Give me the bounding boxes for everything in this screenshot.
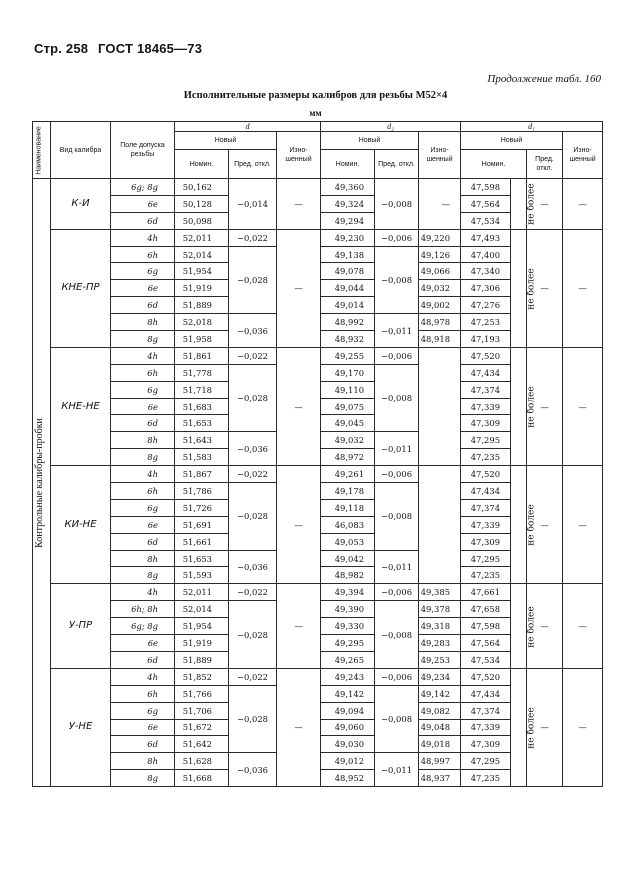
d1-nominal: 47,295 bbox=[461, 432, 511, 449]
d1-worn: — bbox=[563, 179, 603, 230]
d1-nominal: 47,306 bbox=[461, 280, 511, 297]
d2-worn: 48,978 bbox=[419, 314, 461, 331]
tolerance-field: 6g bbox=[111, 263, 175, 280]
d-nominal: 51,668 bbox=[175, 770, 229, 787]
d-nominal: 50,162 bbox=[175, 179, 229, 196]
d-nominal: 51,642 bbox=[175, 736, 229, 753]
standard-number: ГОСТ 18465—73 bbox=[98, 41, 203, 56]
d1-nominal: 47,564 bbox=[461, 195, 511, 212]
tolerance-field: 6g bbox=[111, 381, 175, 398]
d2-nominal: 49,265 bbox=[321, 651, 375, 668]
tolerance-field: 6d bbox=[111, 736, 175, 753]
header-name: Наименование bbox=[33, 122, 51, 179]
d1-deviation: — bbox=[527, 466, 563, 584]
d2-deviation: −0,008 bbox=[375, 179, 419, 230]
header-d2-nom: Номин. bbox=[321, 150, 375, 179]
header-d2-new: Новый bbox=[321, 132, 419, 150]
unit-label: мм bbox=[309, 108, 322, 118]
header-d1-new: Новый bbox=[461, 132, 563, 150]
d-deviation: −0,036 bbox=[229, 314, 277, 348]
d1-nominal: 47,235 bbox=[461, 449, 511, 466]
header-d1-worn: Изно- шенный bbox=[563, 132, 603, 179]
d-nominal: 51,889 bbox=[175, 297, 229, 314]
d1-nominal: 47,374 bbox=[461, 702, 511, 719]
d1-nominal: 47,400 bbox=[461, 246, 511, 263]
d-nominal: 51,683 bbox=[175, 398, 229, 415]
d-deviation: −0,022 bbox=[229, 466, 277, 483]
table-row bbox=[33, 466, 603, 483]
d-deviation: −0,014 bbox=[229, 179, 277, 230]
d2-worn: 49,018 bbox=[419, 736, 461, 753]
d-nominal: 51,593 bbox=[175, 567, 229, 584]
d-nominal: 51,954 bbox=[175, 618, 229, 635]
d2-nominal: 49,142 bbox=[321, 685, 375, 702]
d-nominal: 51,958 bbox=[175, 331, 229, 348]
d-nominal: 51,766 bbox=[175, 685, 229, 702]
group-name-cell bbox=[33, 179, 51, 787]
no-more-label: не более bbox=[526, 707, 537, 749]
d2-deviation: −0,006 bbox=[375, 229, 419, 246]
d2-worn: 49,234 bbox=[419, 668, 461, 685]
no-more-label: не более bbox=[526, 386, 537, 428]
tolerance-field: 6g; 8g bbox=[111, 179, 175, 196]
d2-worn: 49,066 bbox=[419, 263, 461, 280]
d2-nominal: 48,992 bbox=[321, 314, 375, 331]
d-deviation: −0,028 bbox=[229, 364, 277, 432]
tolerance-field: 6h bbox=[111, 364, 175, 381]
tolerance-field: 4h bbox=[111, 668, 175, 685]
d-nominal: 51,889 bbox=[175, 651, 229, 668]
d2-nominal: 49,042 bbox=[321, 550, 375, 567]
d2-worn: 49,126 bbox=[419, 246, 461, 263]
d2-nominal: 49,170 bbox=[321, 364, 375, 381]
gauge-kind: КНЕ-НЕ bbox=[51, 347, 111, 465]
d1-nominal: 47,658 bbox=[461, 601, 511, 618]
d2-deviation: −0,008 bbox=[375, 364, 419, 432]
d1-worn: — bbox=[563, 584, 603, 668]
tolerance-field: 6e bbox=[111, 516, 175, 533]
d2-worn: 49,378 bbox=[419, 601, 461, 618]
table-row bbox=[33, 668, 603, 685]
d-worn: — bbox=[277, 229, 321, 347]
d-nominal: 51,583 bbox=[175, 449, 229, 466]
d1-nominal: 47,295 bbox=[461, 550, 511, 567]
d-worn: — bbox=[277, 466, 321, 584]
d2-nominal: 49,094 bbox=[321, 702, 375, 719]
d2-deviation: −0,008 bbox=[375, 246, 419, 314]
header-d1-nom: Номин. bbox=[461, 150, 527, 179]
table-row bbox=[33, 229, 603, 246]
d2-worn: 48,937 bbox=[419, 770, 461, 787]
tolerance-field: 6g bbox=[111, 702, 175, 719]
tolerance-field: 8h bbox=[111, 432, 175, 449]
d-nominal: 51,653 bbox=[175, 415, 229, 432]
header-d-dev: Пред. откл. bbox=[229, 150, 277, 179]
d2-deviation: −0,011 bbox=[375, 432, 419, 466]
table-row bbox=[33, 584, 603, 601]
d2-deviation: −0,006 bbox=[375, 584, 419, 601]
d1-worn: — bbox=[563, 229, 603, 347]
table-row bbox=[33, 347, 603, 364]
table-row bbox=[33, 179, 603, 196]
d1-nominal: 47,339 bbox=[461, 398, 511, 415]
d2-nominal: 49,030 bbox=[321, 736, 375, 753]
tolerance-field: 8g bbox=[111, 567, 175, 584]
d-nominal: 51,919 bbox=[175, 635, 229, 652]
tolerance-field: 6g bbox=[111, 499, 175, 516]
d1-nominal: 47,339 bbox=[461, 719, 511, 736]
tolerance-field: 6h bbox=[111, 483, 175, 500]
d2-nominal: 49,045 bbox=[321, 415, 375, 432]
d1-deviation: — bbox=[527, 668, 563, 786]
no-more-cell bbox=[511, 179, 537, 230]
header-d1-dev: Пред. откл. bbox=[527, 150, 563, 179]
d-worn: — bbox=[277, 668, 321, 786]
d2-nominal: 49,178 bbox=[321, 483, 375, 500]
d-nominal: 51,628 bbox=[175, 753, 229, 770]
d-nominal: 51,852 bbox=[175, 668, 229, 685]
d2-nominal: 49,110 bbox=[321, 381, 375, 398]
d1-nominal: 47,193 bbox=[461, 331, 511, 348]
d-nominal: 51,919 bbox=[175, 280, 229, 297]
d1-nominal: 47,598 bbox=[461, 179, 511, 196]
d-deviation: −0,022 bbox=[229, 584, 277, 601]
d1-nominal: 47,434 bbox=[461, 364, 511, 381]
no-more-cell bbox=[511, 668, 537, 786]
header-d2-dev: Пред. откл. bbox=[375, 150, 419, 179]
gauge-kind: У-ПР bbox=[51, 584, 111, 668]
d2-deviation: −0,008 bbox=[375, 685, 419, 753]
header-d-new: Новый bbox=[175, 132, 277, 150]
d-deviation: −0,036 bbox=[229, 550, 277, 584]
header-d: d bbox=[175, 122, 321, 132]
tolerance-field: 4h bbox=[111, 466, 175, 483]
header-d2-worn: Изно- шенный bbox=[419, 132, 461, 179]
tolerance-field: 6d bbox=[111, 212, 175, 229]
tolerance-field: 8h bbox=[111, 753, 175, 770]
d2-nominal: 49,044 bbox=[321, 280, 375, 297]
no-more-cell bbox=[511, 584, 537, 668]
d2-nominal: 49,053 bbox=[321, 533, 375, 550]
tolerance-field: 6d bbox=[111, 415, 175, 432]
d1-nominal: 47,340 bbox=[461, 263, 511, 280]
table-caption: Исполнительные размеры калибров для резьбы М52×4 bbox=[183, 90, 448, 101]
page-number: Стр. 258 bbox=[34, 41, 89, 56]
d-worn: — bbox=[277, 347, 321, 465]
d-nominal: 52,018 bbox=[175, 314, 229, 331]
d1-nominal: 47,493 bbox=[461, 229, 511, 246]
d1-nominal: 47,520 bbox=[461, 668, 511, 685]
d1-nominal: 47,374 bbox=[461, 499, 511, 516]
d-nominal: 51,691 bbox=[175, 516, 229, 533]
d-deviation: −0,028 bbox=[229, 601, 277, 669]
gauge-kind: КНЕ-ПР bbox=[51, 229, 111, 347]
no-more-label: не более bbox=[526, 183, 537, 226]
d2-deviation: −0,006 bbox=[375, 466, 419, 483]
d2-nominal: 49,118 bbox=[321, 499, 375, 516]
tolerance-field: 6g; 8g bbox=[111, 618, 175, 635]
d2-nominal: 48,972 bbox=[321, 449, 375, 466]
d-nominal: 52,011 bbox=[175, 584, 229, 601]
tolerance-field: 6d bbox=[111, 651, 175, 668]
table-body bbox=[33, 179, 603, 787]
d2-nominal: 49,330 bbox=[321, 618, 375, 635]
d1-nominal: 47,253 bbox=[461, 314, 511, 331]
d-nominal: 51,653 bbox=[175, 550, 229, 567]
d2-nominal: 49,324 bbox=[321, 195, 375, 212]
tolerance-field: 4h bbox=[111, 347, 175, 364]
d-deviation: −0,036 bbox=[229, 432, 277, 466]
d1-worn: — bbox=[563, 466, 603, 584]
d2-nominal: 49,014 bbox=[321, 297, 375, 314]
d-deviation: −0,022 bbox=[229, 229, 277, 246]
d2-deviation: −0,011 bbox=[375, 314, 419, 348]
d1-nominal: 47,434 bbox=[461, 685, 511, 702]
continuation-note: Продолжение табл. 160 bbox=[487, 73, 601, 85]
d2-worn: 49,048 bbox=[419, 719, 461, 736]
d2-worn: 48,997 bbox=[419, 753, 461, 770]
d2-nominal: 49,138 bbox=[321, 246, 375, 263]
tolerance-field: 4h bbox=[111, 229, 175, 246]
tolerance-field: 8g bbox=[111, 449, 175, 466]
d1-nominal: 47,534 bbox=[461, 212, 511, 229]
d2-worn: 49,385 bbox=[419, 584, 461, 601]
d2-nominal: 49,255 bbox=[321, 347, 375, 364]
tolerance-field: 6e bbox=[111, 398, 175, 415]
d2-deviation: −0,008 bbox=[375, 483, 419, 551]
tolerance-field: 6e bbox=[111, 195, 175, 212]
gauge-kind: У-НЕ bbox=[51, 668, 111, 786]
tolerance-field: 6h bbox=[111, 685, 175, 702]
no-more-label: не более bbox=[526, 605, 537, 648]
no-more-cell bbox=[511, 347, 537, 465]
d-nominal: 51,643 bbox=[175, 432, 229, 449]
d2-deviation: −0,008 bbox=[375, 601, 419, 669]
header-d1: d₁ bbox=[461, 122, 603, 132]
d2-nominal: 49,243 bbox=[321, 668, 375, 685]
tolerance-field: 8h bbox=[111, 550, 175, 567]
tolerance-field: 8h bbox=[111, 314, 175, 331]
d1-nominal: 47,339 bbox=[461, 516, 511, 533]
d2-worn: 48,918 bbox=[419, 331, 461, 348]
d-deviation: −0,022 bbox=[229, 668, 277, 685]
d2-deviation: −0,006 bbox=[375, 668, 419, 685]
d1-nominal: 47,661 bbox=[461, 584, 511, 601]
d2-worn: 49,142 bbox=[419, 685, 461, 702]
d-deviation: −0,028 bbox=[229, 483, 277, 551]
gauge-kind: К-И bbox=[51, 179, 111, 230]
d-nominal: 52,014 bbox=[175, 246, 229, 263]
tolerance-field: 6e bbox=[111, 635, 175, 652]
d1-nominal: 47,309 bbox=[461, 533, 511, 550]
d2-nominal: 49,230 bbox=[321, 229, 375, 246]
d1-nominal: 47,598 bbox=[461, 618, 511, 635]
no-more-label: не более bbox=[526, 504, 537, 546]
d-nominal: 51,861 bbox=[175, 347, 229, 364]
d2-nominal: 48,952 bbox=[321, 770, 375, 787]
d-deviation: −0,036 bbox=[229, 753, 277, 787]
d2-nominal: 49,060 bbox=[321, 719, 375, 736]
d-nominal: 51,954 bbox=[175, 263, 229, 280]
d2-nominal: 49,294 bbox=[321, 212, 375, 229]
tolerance-field: 6d bbox=[111, 297, 175, 314]
header-kind: Вид калибра bbox=[51, 122, 111, 179]
header-d-worn: Изно- шенный bbox=[277, 132, 321, 179]
d2-worn bbox=[419, 466, 461, 584]
tolerance-field: 6e bbox=[111, 719, 175, 736]
d1-nominal: 47,564 bbox=[461, 635, 511, 652]
d2-nominal: 49,032 bbox=[321, 432, 375, 449]
d2-nominal: 49,394 bbox=[321, 584, 375, 601]
d1-deviation: — bbox=[527, 347, 563, 465]
d1-nominal: 47,235 bbox=[461, 770, 511, 787]
d2-worn: 49,082 bbox=[419, 702, 461, 719]
gauge-kind: КИ-НЕ bbox=[51, 466, 111, 584]
tolerance-field: 4h bbox=[111, 584, 175, 601]
no-more-cell bbox=[511, 229, 537, 347]
d2-worn: 49,002 bbox=[419, 297, 461, 314]
d2-nominal: 49,261 bbox=[321, 466, 375, 483]
d2-worn: 49,032 bbox=[419, 280, 461, 297]
header-field: Поле допуска резьбы bbox=[111, 122, 175, 179]
d2-nominal: 49,078 bbox=[321, 263, 375, 280]
d-deviation: −0,028 bbox=[229, 246, 277, 314]
tolerance-field: 6d bbox=[111, 533, 175, 550]
d-nominal: 51,786 bbox=[175, 483, 229, 500]
d1-deviation: — bbox=[527, 179, 563, 230]
d1-nominal: 47,520 bbox=[461, 466, 511, 483]
d1-nominal: 47,309 bbox=[461, 736, 511, 753]
d-nominal: 51,778 bbox=[175, 364, 229, 381]
d1-worn: — bbox=[563, 668, 603, 786]
d-nominal: 52,011 bbox=[175, 229, 229, 246]
d1-nominal: 47,295 bbox=[461, 753, 511, 770]
tolerance-field: 8g bbox=[111, 770, 175, 787]
d1-nominal: 47,309 bbox=[461, 415, 511, 432]
d2-worn: 49,283 bbox=[419, 635, 461, 652]
d2-nominal: 49,360 bbox=[321, 179, 375, 196]
header-d2: d₂ bbox=[321, 122, 461, 132]
d2-worn: 49,220 bbox=[419, 229, 461, 246]
d2-worn: 49,318 bbox=[419, 618, 461, 635]
tolerance-field: 6h bbox=[111, 246, 175, 263]
d2-worn: — bbox=[419, 179, 461, 230]
d2-worn bbox=[419, 347, 461, 465]
tolerance-field: 6e bbox=[111, 280, 175, 297]
d2-nominal: 46,083 bbox=[321, 516, 375, 533]
d1-worn: — bbox=[563, 347, 603, 465]
tolerance-field: 8g bbox=[111, 331, 175, 348]
d-deviation: −0,022 bbox=[229, 347, 277, 364]
d-nominal: 51,672 bbox=[175, 719, 229, 736]
d1-nominal: 47,520 bbox=[461, 347, 511, 364]
page-header bbox=[34, 41, 208, 56]
d2-nominal: 49,012 bbox=[321, 753, 375, 770]
d2-nominal: 49,295 bbox=[321, 635, 375, 652]
d2-nominal: 49,075 bbox=[321, 398, 375, 415]
d1-nominal: 47,434 bbox=[461, 483, 511, 500]
d1-nominal: 47,276 bbox=[461, 297, 511, 314]
group-name: Контрольные калибры-пробки bbox=[34, 417, 45, 548]
d-nominal: 52,014 bbox=[175, 601, 229, 618]
d-worn: — bbox=[277, 584, 321, 668]
no-more-cell bbox=[511, 466, 537, 584]
d2-worn: 49,253 bbox=[419, 651, 461, 668]
d2-nominal: 48,982 bbox=[321, 567, 375, 584]
d1-nominal: 47,374 bbox=[461, 381, 511, 398]
d1-nominal: 47,235 bbox=[461, 567, 511, 584]
d-deviation: −0,028 bbox=[229, 685, 277, 753]
d-nominal: 51,726 bbox=[175, 499, 229, 516]
d1-deviation: — bbox=[527, 229, 563, 347]
d2-deviation: −0,006 bbox=[375, 347, 419, 364]
d-worn: — bbox=[277, 179, 321, 230]
d-nominal: 51,867 bbox=[175, 466, 229, 483]
tolerance-field: 6h; 8h bbox=[111, 601, 175, 618]
d-nominal: 50,128 bbox=[175, 195, 229, 212]
d-nominal: 51,706 bbox=[175, 702, 229, 719]
d2-deviation: −0,011 bbox=[375, 550, 419, 584]
d-nominal: 51,718 bbox=[175, 381, 229, 398]
d2-nominal: 49,390 bbox=[321, 601, 375, 618]
d1-deviation: — bbox=[527, 584, 563, 668]
header-d-nom: Номин. bbox=[175, 150, 229, 179]
d2-nominal: 48,932 bbox=[321, 331, 375, 348]
d1-nominal: 47,534 bbox=[461, 651, 511, 668]
d-nominal: 51,661 bbox=[175, 533, 229, 550]
no-more-label: не более bbox=[526, 268, 537, 310]
d-nominal: 50,098 bbox=[175, 212, 229, 229]
d2-deviation: −0,011 bbox=[375, 753, 419, 787]
gauge-table bbox=[32, 121, 603, 787]
